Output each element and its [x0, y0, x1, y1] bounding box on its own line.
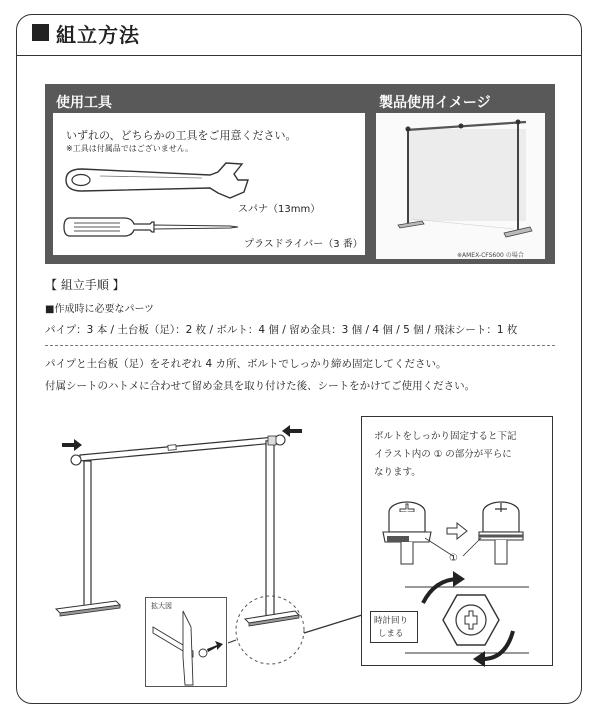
header-square-icon	[32, 24, 49, 41]
zoom-label: 拡大図	[151, 602, 172, 610]
spanner-label: スパナ（13mm）	[238, 204, 321, 215]
rotation-label-line-1: 時計回り	[374, 616, 409, 626]
product-stand-image	[376, 113, 545, 259]
step-2-text: 付属シートのハトメに合わせて留め金具を取り付けた後、シートをかけてご使用ください。	[45, 380, 476, 392]
tools-title: 使用工具	[56, 95, 112, 111]
spanner-icon	[60, 160, 250, 200]
parts-list: パイプ：3 本 / 土台板（足）：2 枚 / ボルト：4 個 / 留め金具：3 個 / 4 個 / 5 個 / 飛沫シート：1 枚	[45, 324, 518, 336]
image-panel-title: 製品使用イメージ	[379, 95, 491, 111]
driver-label: プラスドライバー（3 番）	[244, 239, 363, 250]
note-line-3: なります。	[374, 467, 421, 478]
tools-note: ※工具は付属品ではございません。	[66, 144, 194, 153]
tools-instruction: いずれの、どちらかの工具をご用意ください。	[66, 129, 297, 142]
step-1-text: パイプと土台板（足）をそれぞれ 4 カ所、ボルトでしっかり締め固定してください。	[45, 358, 447, 370]
marker-one: ①	[449, 553, 458, 564]
parts-heading: ■作成時に必要なパーツ	[45, 304, 155, 315]
dashed-divider	[45, 345, 555, 346]
note-line-1: ボルトをしっかり固定すると下記	[374, 431, 517, 442]
screwdriver-icon	[62, 214, 242, 240]
rotation-label-line-2: しまる	[378, 629, 404, 639]
image-caption: ※AMEX-CFS600 の場合	[457, 252, 524, 259]
zoom-detail-illustration	[145, 597, 227, 687]
procedure-heading: 【 組立手順 】	[45, 278, 125, 292]
note-line-2: イラスト内の ① の部分が平らに	[374, 449, 512, 460]
section-title: 組立方法	[56, 23, 140, 47]
